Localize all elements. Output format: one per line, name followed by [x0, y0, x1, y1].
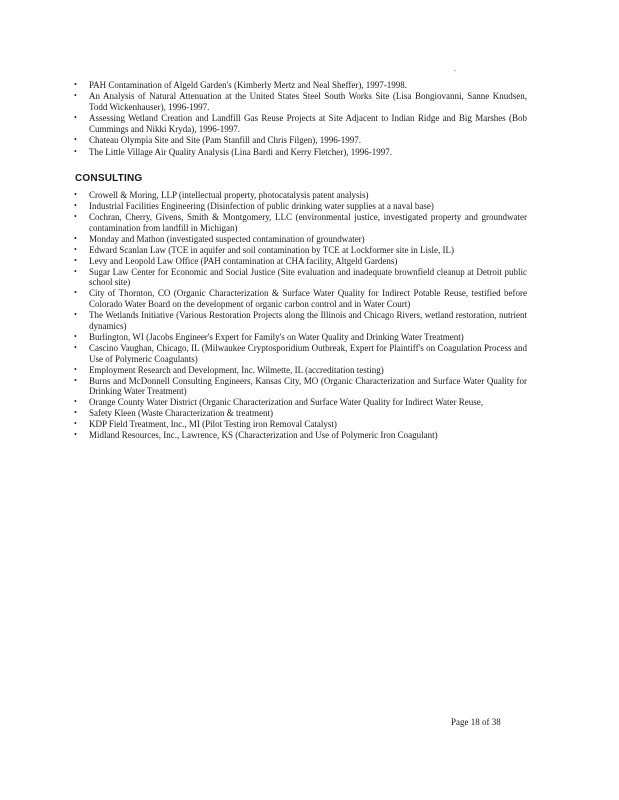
consulting-text: The Wetlands Initiative (Various Restoration Projects along the Illinois and Chicago Rivers, wetland restoration, nutrient dynamics) — [89, 310, 527, 331]
consulting-text: Employment Research and Development, Inc. Wilmette, IL (accreditation testing) — [89, 364, 384, 375]
header-mark: . — [454, 64, 456, 73]
bullet-icon: • — [74, 331, 77, 341]
consulting-text: Sugar Law Center for Economic and Social Justice (Site evaluation and inadequate brownfield cleanup at Detroit public school site) — [89, 266, 527, 288]
consulting-text: Edward Scanlan Law (TCE in aquifer and soil contamination by TCE at Lockformer site in Lisle, IL) — [89, 244, 454, 255]
bullet-icon: • — [74, 408, 77, 418]
bullet-icon: • — [74, 233, 77, 243]
consulting-text: City of Thornton, CO (Organic Characterization & Surface Water Quality for Indirect Potable Reuse, testified before Colorado Water Board on the development of organic carbon control and in Water Court) — [89, 288, 527, 310]
list-item — [0, 408, 619, 419]
bullet-icon: • — [74, 212, 77, 221]
list-item — [0, 201, 619, 212]
bullet-icon: • — [74, 364, 77, 374]
project-text: Chateau Olympia Site and Site (Pam Stanfill and Chris Filgen), 1996-1997. — [89, 135, 361, 146]
list-item — [0, 343, 619, 364]
bullet-icon: • — [74, 288, 77, 298]
list-item — [0, 245, 619, 256]
list-item — [0, 147, 619, 158]
consulting-text: Burns and McDonnell Consulting Engineers, Kansas City, MO (Organic Characterization and Surface Water Quality for Drinking Water Treatment) — [89, 375, 527, 397]
project-text: Assessing Wetland Creation and Landfill Gas Reuse Projects at Site Adjacent to Indian Ridge and Big Marshes (Bob Cummings and Nikki Kryda), 1996-1997. — [89, 113, 527, 134]
list-item — [0, 91, 619, 112]
consulting-text: Orange County Water District (Organic Characterization and Surface Water Quality for Indirect Water Reuse, — [89, 397, 484, 408]
list-item — [0, 310, 619, 331]
list-item — [0, 212, 619, 233]
bullet-icon: • — [74, 255, 77, 265]
list-item — [0, 267, 619, 288]
consulting-text: Cascino Vaughan, Chicago, IL (Milwaukee Cryptosporidium Outbreak, Expert for Plaintiff's on Coagulation Process and Use of Polymeric Coagulants) — [89, 342, 527, 364]
project-text: The Little Village Air Quality Analysis (Lina Bardi and Kerry Fletcher), 1996-1997. — [89, 146, 392, 157]
bullet-icon: • — [74, 310, 77, 320]
list-item — [0, 376, 619, 397]
student-projects-list — [0, 80, 619, 157]
list-item — [0, 288, 619, 309]
consulting-heading: CONSULTING — [75, 173, 143, 184]
list-item — [0, 113, 619, 134]
page-number: Page 18 of 38 — [451, 717, 501, 727]
consulting-section — [0, 190, 619, 441]
project-text: An Analysis of Natural Attenuation at the United States Steel South Works Site (Lisa Bongiovanni, Sanne Knudsen, Todd Wickenhauser), 1996-1997. — [89, 91, 527, 112]
list-item — [0, 190, 619, 201]
consulting-text: Monday and Mathon (investigated suspected contamination of groundwater) — [89, 233, 365, 244]
consulting-text: Cochran, Cherry, Givens, Smith & Montgomery, LLC (environmental justice, investigated property and groundwater contamination from landfill in Michigan) — [89, 212, 527, 233]
bullet-icon: • — [74, 266, 77, 276]
student-projects-section — [0, 80, 619, 158]
bullet-icon: • — [74, 190, 77, 199]
list-item — [0, 397, 619, 408]
project-text: PAH Contamination of Algeld Garden's (Kimberly Mertz and Neal Sheffer), 1997-1998. — [89, 80, 408, 90]
bullet-icon: • — [74, 430, 77, 440]
bullet-icon: • — [74, 201, 77, 210]
list-item — [0, 234, 619, 245]
consulting-list — [0, 190, 619, 441]
list-item — [0, 80, 619, 91]
bullet-icon: • — [74, 146, 77, 156]
consulting-text: Midland Resources, Inc., Lawrence, KS (Characterization and Use of Polymeric Iron Coagulant) — [89, 430, 438, 441]
consulting-text: KDP Field Treatment, Inc., MI (Pilot Testing iron Removal Catalyst) — [89, 419, 337, 430]
bullet-icon: • — [74, 135, 77, 145]
list-item — [0, 430, 619, 441]
list-item — [0, 419, 619, 430]
bullet-icon: • — [74, 244, 77, 254]
bullet-icon: • — [74, 80, 77, 89]
consulting-text: Industrial Facilities Engineering (Disinfection of public drinking water supplies at a naval base) — [89, 201, 434, 211]
consulting-text: Safety Kleen (Waste Characterization & treatment) — [89, 408, 273, 419]
consulting-text: Burlington, WI (Jacobs Engineer's Expert for Family's on Water Quality and Drinking Water Treatment) — [89, 331, 464, 342]
bullet-icon: • — [74, 91, 77, 101]
bullet-icon: • — [74, 419, 77, 429]
bullet-icon: • — [74, 397, 77, 407]
list-item — [0, 135, 619, 146]
consulting-text: Crowell & Moring, LLP (intellectual property, photocatalysis patent analysis) — [89, 190, 369, 200]
consulting-text: Levy and Leopold Law Office (PAH contamination at CHA facility, Altgeld Gardens) — [89, 255, 398, 266]
list-item — [0, 365, 619, 376]
bullet-icon: • — [74, 375, 77, 385]
bullet-icon: • — [74, 113, 77, 123]
bullet-icon: • — [74, 342, 77, 352]
list-item — [0, 332, 619, 343]
list-item — [0, 256, 619, 267]
